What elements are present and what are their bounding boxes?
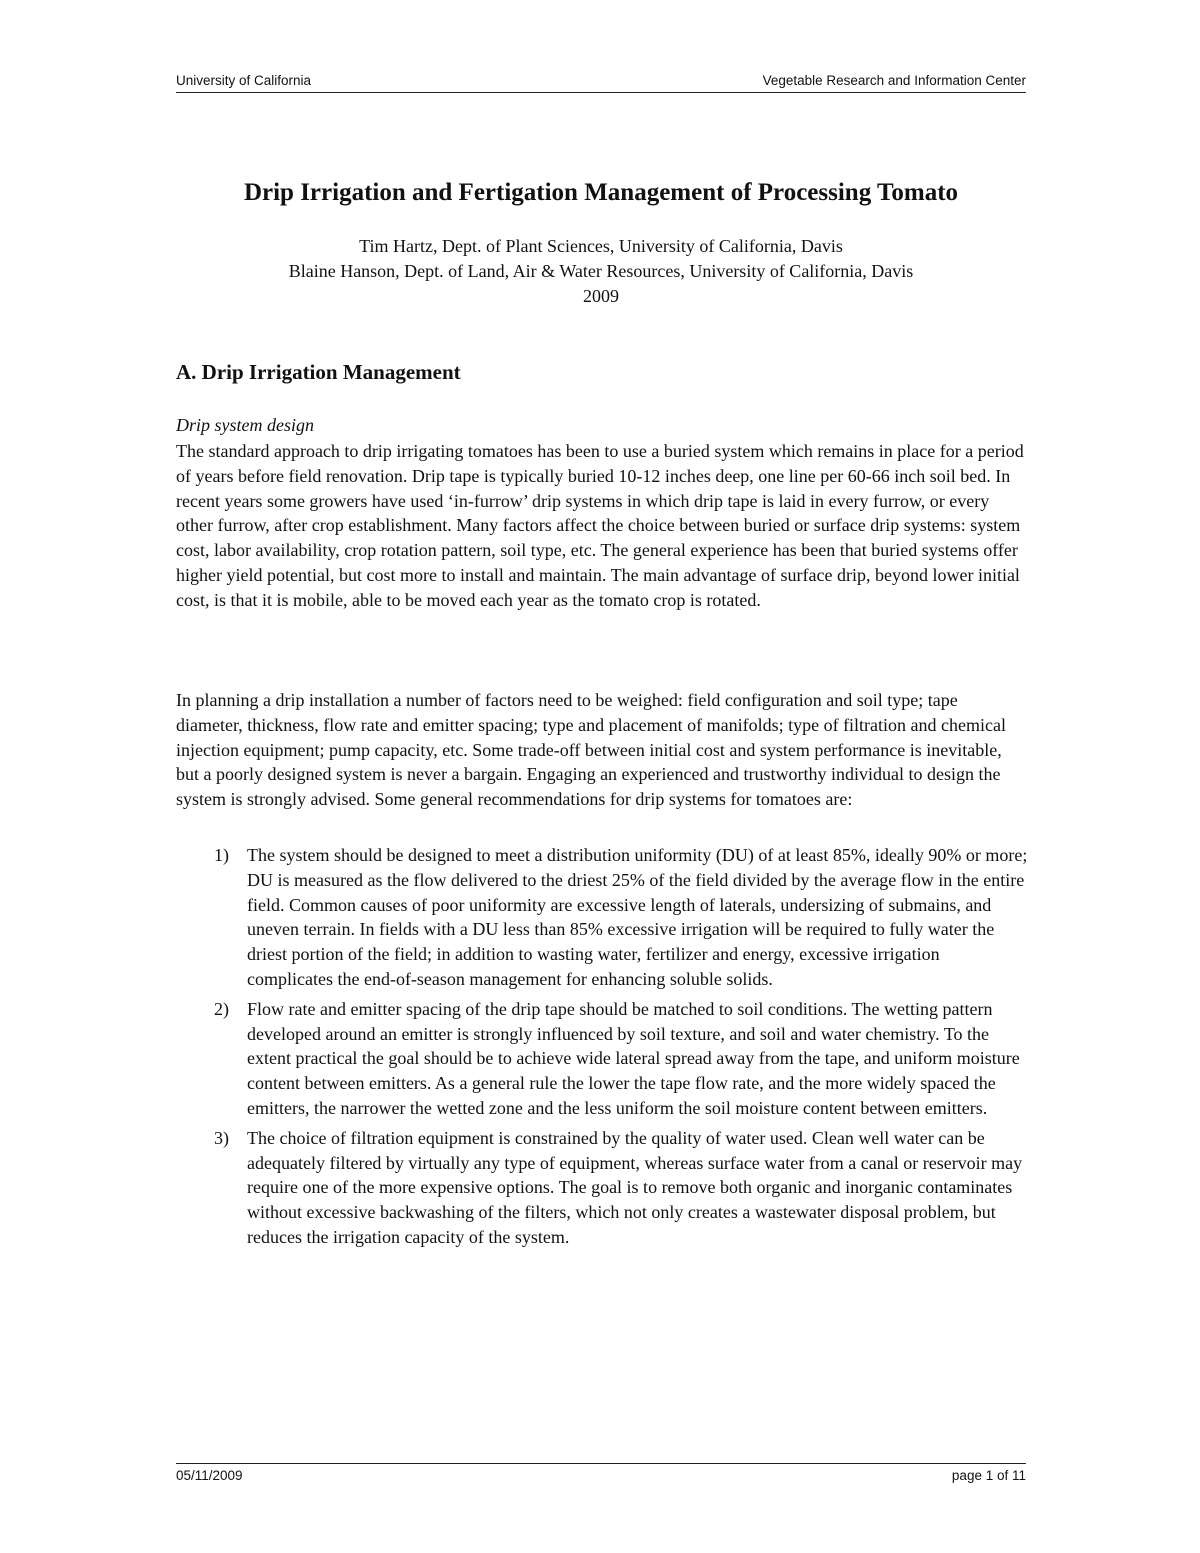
list-item-number: 2) (214, 998, 229, 1019)
body-paragraph: In planning a drip installation a number of factors need to be weighed: field configuration and soil type; tape diameter, thickness, flow rate and emitter spacing; type and placement of manifolds; type of filtration and chemical injection equipment; pump capacity, etc. Some trade-off between initial cost and system performance is inevitable, but a poorly designed system is never a bargain. Engaging an experienced and trustworthy individual to design the system is strongly advised. Some general recommendations for drip systems for tomatoes are: (176, 690, 1006, 810)
list-item-number: 1) (214, 845, 229, 865)
header-center: Vegetable Research and Information Center (762, 73, 1026, 88)
list-item (176, 997, 1028, 1121)
document-title: Drip Irrigation and Fertigation Management of Processing Tomato (243, 179, 959, 206)
list-item-text: Flow rate and emitter spacing of the drip tape should be matched to soil conditions. The wetting pattern developed around an emitter is strongly influenced by soil texture, and soil and water chemistry. To the extent practical the goal should be to achieve wide lateral spread away from the tape, and uniform moisture content between emitters. As a general rule the lower the tape flow rate, and the more widely spaced the emitters, the narrower the wetted zone and the less uniform the soil moisture content between emitters. (247, 998, 1020, 1118)
author-block (176, 234, 1026, 309)
list-item (176, 843, 1028, 992)
body-paragraph: The standard approach to drip irrigating tomatoes has been to use a buried system which remains in place for a period of years before field renovation. Drip tape is typically buried 10-12 inches deep, one line per 60-66 inch soil bed. In recent years some growers have used ‘in-furrow’ drip systems in which drip tape is laid in every furrow, or every other furrow, after crop establishment. Many factors affect the choice between buried or surface drip systems: system cost, labor availability, crop rotation pattern, soil type, etc. The general experience has been that buried systems offer higher yield potential, but cost more to install and maintain. The main advantage of surface drip, beyond lower initial cost, is that it is mobile, able to be moved each year as the tomato crop is rotated. (176, 441, 1024, 610)
page-number: page 1 of 11 (951, 1468, 1026, 1483)
recommendations-list (176, 843, 1028, 1255)
publication-year: 2009 (583, 286, 619, 306)
page-header (176, 72, 1026, 93)
list-item (176, 1126, 1028, 1250)
subsection-heading: Drip system design (176, 415, 314, 435)
list-item-text: The system should be designed to meet a distribution uniformity (DU) of at least 85%, ideally 90% or more; DU is measured as the flow delivered to the driest 25% of the field divided by the average flow in the entire field. Common causes of poor uniformity are excessive length of laterals, undersizing of submains, and uneven terrain. In fields with a DU less than 85% excessive irrigation will be required to fully water the driest portion of the field; in addition to wasting water, fertilizer and energy, excessive irrigation complicates the end-of-season management for enhancing soluble solids. (247, 845, 1028, 989)
page-footer (176, 1463, 1026, 1484)
footer-date: 05/11/2009 (176, 1468, 243, 1483)
list-item-text: The choice of filtration equipment is constrained by the quality of water used. Clean well water can be adequately filtered by virtually any type of equipment, whereas surface water from a canal or reservoir may require one of the more expensive options. The goal is to remove both organic and inorganic contaminates without excessive backwashing of the filters, which not only creates a wastewater disposal problem, but reduces the irrigation capacity of the system. (247, 1127, 1023, 1247)
author-line-hartz: Tim Hartz, Dept. of Plant Sciences, University of California, Davis (359, 236, 843, 256)
header-institution: University of California (176, 73, 312, 88)
section-heading: A. Drip Irrigation Management (176, 360, 461, 384)
list-item-number: 3) (214, 1127, 229, 1148)
author-line-hanson: Blaine Hanson, Dept. of Land, Air & Water Resources, University of California, Davis (288, 261, 914, 281)
